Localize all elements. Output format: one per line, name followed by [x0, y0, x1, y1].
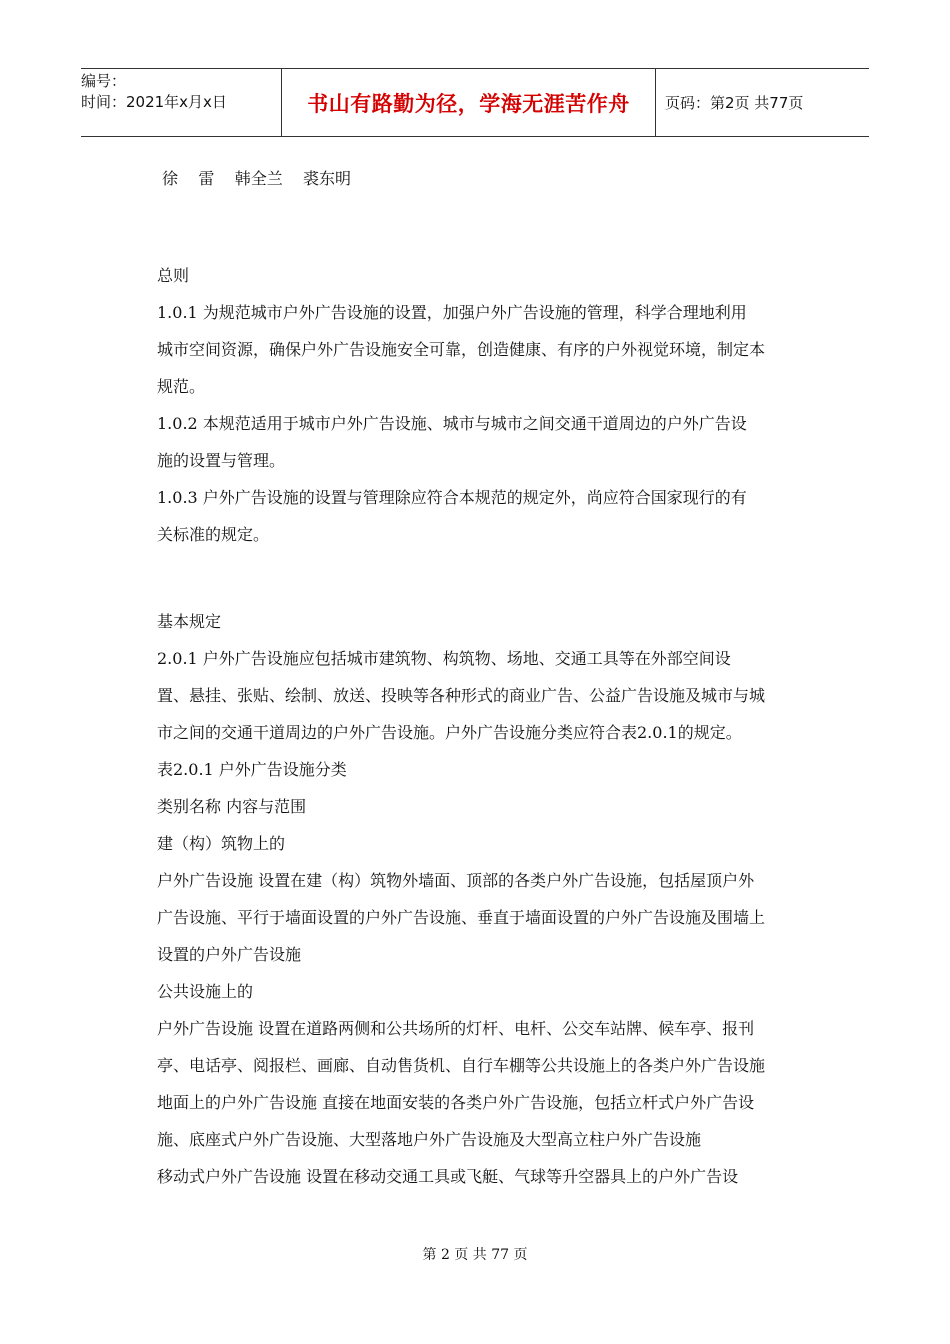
header-page-label: 页码：第2页 共77页	[665, 94, 804, 112]
body-line: 移动式户外广告设施 设置在移动交通工具或飞艇、气球等升空器具上的户外广告设	[157, 1167, 739, 1186]
body-line: 地面上的户外广告设施 直接在地面安装的各类户外广告设施，包括立杆式户外广告设	[157, 1093, 755, 1112]
table-header-line: 类别名称 内容与范围	[157, 797, 307, 816]
body-line: 1.0.1 为规范城市户外广告设施的设置，加强户外广告设施的管理，科学合理地利用	[157, 303, 747, 322]
section-title-basic: 基本规定	[157, 612, 222, 631]
body-line: 1.0.3 户外广告设施的设置与管理除应符合本规范的规定外，尚应符合国家现行的有	[157, 488, 747, 507]
body-line: 户外广告设施 设置在道路两侧和公共场所的灯杆、电杆、公交车站牌、候车亭、报刊	[157, 1019, 755, 1038]
authors-line: 徐 雷 韩全兰 裘东明	[162, 169, 352, 188]
body-line: 施、底座式户外广告设施、大型落地户外广告设施及大型高立柱户外广告设施	[157, 1130, 702, 1149]
body-line: 建（构）筑物上的	[157, 834, 286, 853]
body-line: 城市空间资源，确保户外广告设施安全可靠，创造健康、有序的户外视觉环境，制定本	[157, 340, 766, 359]
page-footer: 第 2 页 共 77 页	[422, 1247, 528, 1263]
body-line: 设置的户外广告设施	[157, 945, 302, 964]
page-header	[81, 68, 869, 137]
body-line: 1.0.2 本规范适用于城市户外广告设施、城市与城市之间交通干道周边的户外广告设	[157, 414, 747, 433]
body-line: 市之间的交通干道周边的户外广告设施。户外广告设施分类应符合表2.0.1的规定。	[157, 723, 742, 742]
document-date: 时间：2021年x月x日	[81, 93, 227, 111]
body-line: 户外广告设施 设置在建（构）筑物外墙面、顶部的各类户外广告设施，包括屋顶户外	[157, 871, 755, 890]
body-line: 关标准的规定。	[157, 525, 270, 544]
body-line: 广告设施、平行于墙面设置的户外广告设施、垂直于墙面设置的户外广告设施及围墙上	[157, 908, 766, 927]
body-line: 施的设置与管理。	[157, 451, 286, 470]
body-line: 亭、电话亭、阅报栏、画廊、自动售货机、自行车棚等公共设施上的各类户外广告设施	[157, 1056, 766, 1075]
header-info	[81, 69, 281, 138]
body-line: 规范。	[157, 377, 206, 396]
section-spacer	[157, 553, 797, 603]
table-caption: 表2.0.1 户外广告设施分类	[157, 760, 347, 779]
section-title-general: 总则	[157, 266, 190, 285]
header-motto: 书山有路勤为径，学海无涯苦作舟	[307, 91, 630, 116]
document-body	[157, 257, 797, 1195]
body-line: 2.0.1 户外广告设施应包括城市建筑物、构筑物、场地、交通工具等在外部空间设	[157, 649, 731, 668]
body-line: 置、悬挂、张贴、绘制、放送、投映等各种形式的商业广告、公益广告设施及城市与城	[157, 686, 766, 705]
header-motto-cell	[281, 69, 656, 136]
body-line: 公共设施上的	[157, 982, 254, 1001]
document-number-label: 编号：	[81, 72, 127, 90]
header-page-info	[655, 69, 879, 136]
